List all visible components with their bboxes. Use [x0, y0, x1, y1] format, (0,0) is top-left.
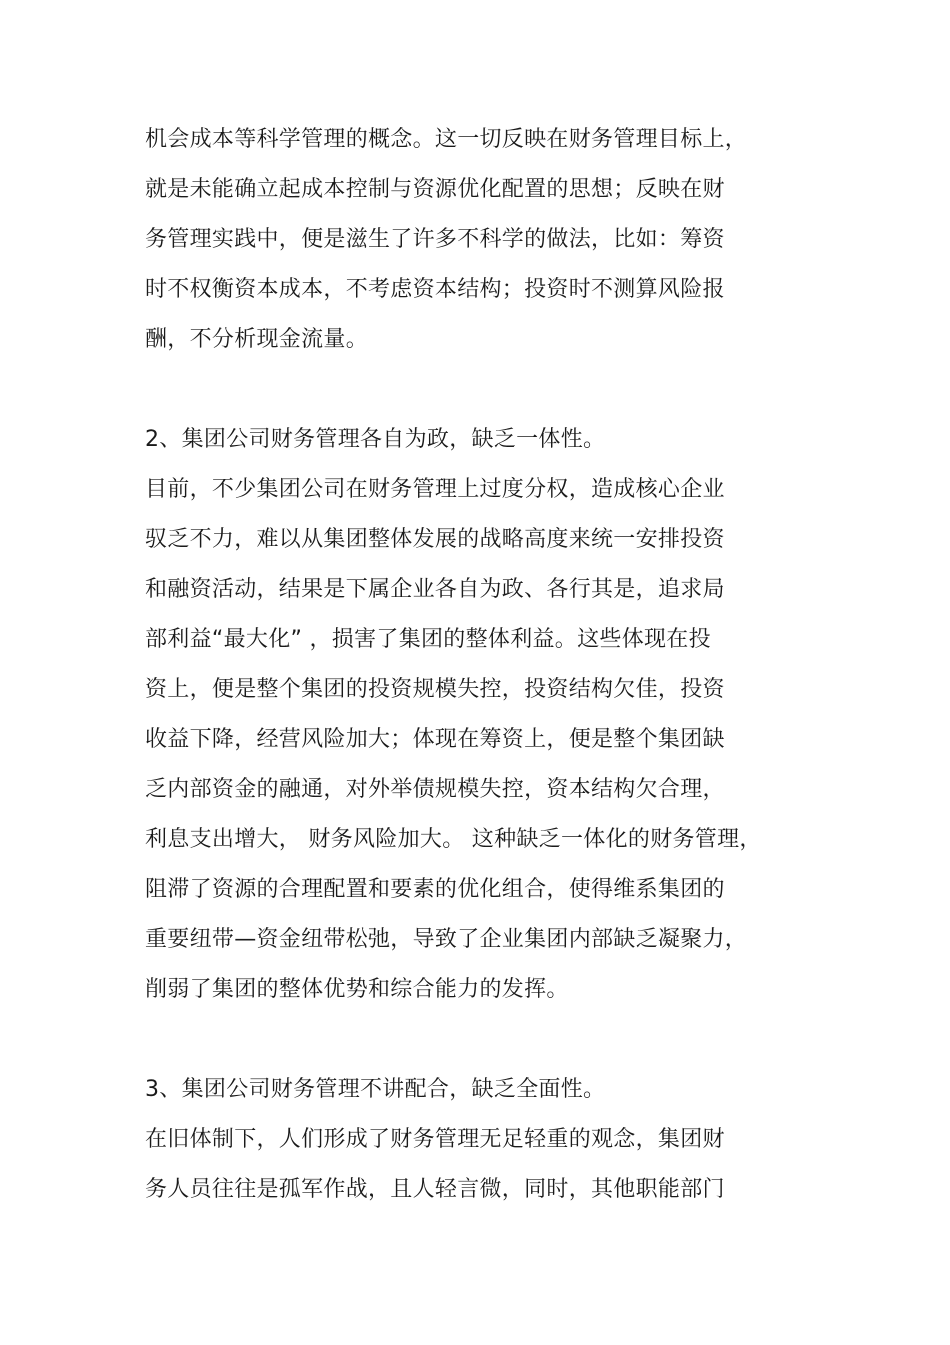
- text-line: 利息支出增大， 财务风险加大。 这种缺乏一体化的财务管理，: [145, 827, 762, 852]
- text-line: 阻滞了资源的合理配置和要素的优化组合，使得维系集团的: [145, 877, 725, 902]
- text-line: 资上，便是整个集团的投资规模失控，投资结构欠佳，投资: [145, 677, 725, 702]
- text-line: 收益下降，经营风险加大；体现在筹资上，便是整个集团缺: [145, 727, 725, 752]
- text-line: 乏内部资金的融通，对外举债规模失控，资本结构欠合理，: [145, 777, 725, 802]
- text-line: 时不权衡资本成本，不考虑资本结构；投资时不测算风险报: [145, 277, 725, 302]
- text-line: 削弱了集团的整体优势和综合能力的发挥。: [145, 977, 569, 1002]
- text-line: 目前，不少集团公司在财务管理上过度分权，造成核心企业: [145, 477, 725, 502]
- section-heading: 2、集团公司财务管理各自为政，缺乏一体性。: [145, 427, 606, 452]
- text-line: 务人员往往是孤军作战，且人轻言微，同时，其他职能部门: [145, 1177, 725, 1202]
- text-line: 驭乏不力，难以从集团整体发展的战略高度来统一安排投资: [145, 527, 725, 552]
- section-heading: 3、集团公司财务管理不讲配合，缺乏全面性。: [145, 1077, 606, 1102]
- text-line: 部利益“最大化” ，损害了集团的整体利益。这些体现在投: [145, 627, 711, 652]
- text-line: 就是未能确立起成本控制与资源优化配置的思想；反映在财: [145, 177, 725, 202]
- text-line: 在旧体制下，人们形成了财务管理无足轻重的观念，集团财: [145, 1127, 725, 1152]
- text-line: 酬，不分析现金流量。: [145, 327, 369, 352]
- text-line: 重要纽带—资金纽带松弛，导致了企业集团内部缺乏凝聚力，: [145, 927, 748, 952]
- text-line: 机会成本等科学管理的概念。这一切反映在财务管理目标上，: [145, 127, 748, 152]
- text-line: 务管理实践中，便是滋生了许多不科学的做法，比如：筹资: [145, 227, 725, 252]
- text-line: 和融资活动，结果是下属企业各自为政、各行其是，追求局: [145, 577, 725, 602]
